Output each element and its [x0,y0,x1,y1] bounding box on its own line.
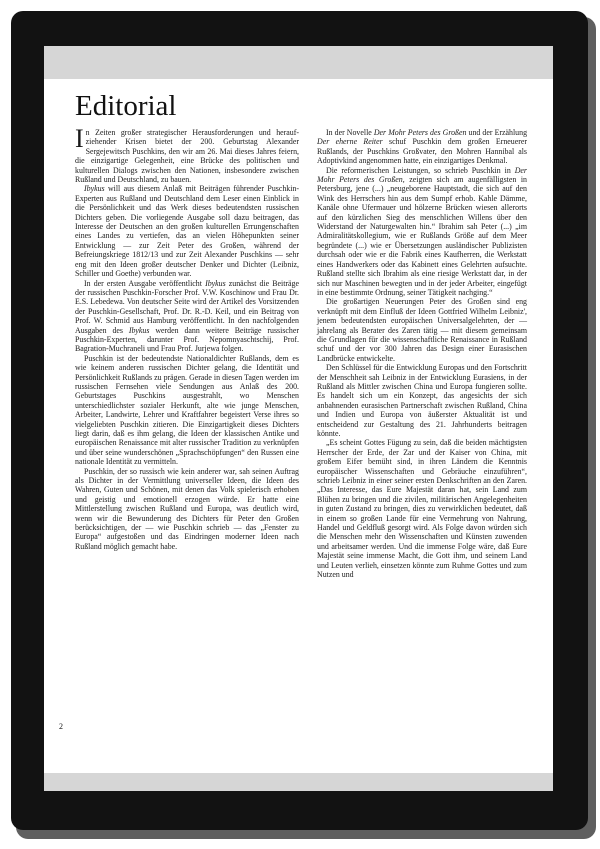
page-number: 2 [59,722,63,731]
drop-cap: I [75,124,84,153]
page-bottom-band [44,773,553,791]
text-column-left [75,124,299,551]
text-column-right [317,128,527,580]
paragraph: Die großartigen Neuerungen Peter des Großen sind eng verknüpft mit dem Einfluß der Ideen Gottfried Wilhelm Leibniz', jenem bedeutendsten europäischen Universalgelehrten, der — jahrelang als Berater des Zaren tätig — mit diesem gemeinsam die Grundlagen für die wissenschaftliche Renaissance in Rußland schuf und der vor 300 Jahren das Design einer Eurasischen Landbrücke entwickelte. [317,297,527,363]
paragraph: Puschkin, der so russisch wie kein anderer war, sah seinen Auftrag als Dichter in der Vermittlung universeller Ideen, die Ideen des Wahren, Guten und Schönen, mit denen das Volk spielerisch erhoben und geistig und emotionell erzogen würde. Er hatte eine Mittlerstellung zwischen Rußland und Europa, was deutlich wird, wenn wir die Bewunderung des Dichters für Peter den Großen berücksichtigen, der — wie Puschkin schrieb — das „Fenster zu Europa“ aufgestoßen und das Eindringen moderner Ideen nach Rußland möglich gemacht habe. [75,466,299,551]
page-top-band [44,46,553,79]
page-title: Editorial [75,90,177,122]
paragraph: In Zeiten großer strategischer Herausforderungen und heraufziehender Krisen bietet der 200. Geburtstag Alexander Sergejewitsch Puschkins, den wir am 26. Mai dieses Jahres feiern, die einzigartige Gelegenheit, eine Brücke des politischen und kulturellen Dialogs zwischen den Nationen, insbesondere zwischen Rußland und Deutschland, zu bauen. [75,124,299,185]
paragraph: In der Novelle Der Mohr Peters des Großen und der Erzählung Der eherne Reiter schuf Puschkin dem großen Erneuerer Rußlands, der Puschkins Großvater, den Mohren Hannibal als Adoptivkind angenommen hatte, ein einzigartiges Denkmal. [317,128,528,166]
paragraph: Den Schlüssel für die Entwicklung Europas und den Fortschritt der Menschheit sah Leibniz in der Entwicklung Eurasiens, in der Rußland als Mittler zwischen China und Europa fungieren sollte. Es handelt sich um ein Konzept, das angesichts der sich anbahnenden eurasischen Partnerschaft zwischen Rußland, China und Indien und Europa von äußerster Aktualität ist und entscheidend zur Gestaltung des 21. Jahrhunderts beitragen könnte. [317,363,527,438]
paragraph: Puschkin ist der bedeutendste Nationaldichter Rußlands, dem es wie keinem anderen russischen Dichter gelang, die Identität und Persönlichkeit Rußlands zu prägen. Gerade in diesen Tagen werden im russischen Fernsehen viele Sendungen aus Anlaß des 200. Geburtstages Puschkins ausgestrahlt, wo Menschen unterschiedlichster sozialer Herkunft, alte wie junge Menschen, Arbeiter, Landwirte, Lehrer und Kraftfahrer begeistert Verse ihres so vielgeliebten Puschkin zitieren. Die Einzigartigkeit dieses Dichters liegt darin, daß es ihm gelang, die Ideen der klassischen Antike und europäischen Renaissance mit alter russischer Tradition zu verknüpfen und über seine wunderschönen „Sprachschöpfungen“ den Russen eine nationale Identität zu vermitteln. [75,353,299,467]
paragraph: „Es scheint Gottes Fügung zu sein, daß die beiden mächtigsten Herrscher der Erde, der Zar und der Kaiser von China, mit großem Eifer bemüht sind, in ihren Ländern die Kenntnis europäischer Wissenschaften und Gebräuche einzuführen“, schrieb Leibniz in einer seiner ersten Denkschriften an den Zaren. „Das Interesse, das Eure Majestät daran hat, sein Land zum Blühen zu bringen und die zivilen, militärischen Angelegenheiten in guten Zustand zu bringen, dies zu verwirklichen bedeutet, daß in einem so großen Lande für eine Vermehrung von Nahrung, Handel und Geldfluß gesorgt wird. Als Folge davon würden sich die Menschen mehr den Wissenschaften und Künsten zuwenden und arbeitsamer werden. Und die immense Folge wäre, daß Eure Majestät seine immense Macht, die Gott ihm, und seinem Land und Leuten verlieh, einsetzen könnte zum Ruhme Gottes und zum Nutzen und [317,438,527,580]
paragraph: In der ersten Ausgabe veröffentlicht Ibykus zunächst die Beiträge der russischen Puschkin-Forscher Prof. V.W. Koschinow und Frau Dr. E.S. Lebedewa. Von deutscher Seite wird der Artikel des Vorsitzenden der Puschkin-Gesellschaft, Prof. Dr. R.-D. Keil, und ein Beitrag von Prof. W. Schmid aus Hamburg veröffentlicht. In den nachfolgenden Ausgaben des Ibykus werden dann weitere Beiträge russischer Puschkin-Experten, darunter Prof. Nepomnyaschtschij, Prof. Bagration-Muchraneli und Frau Prof. Jurjewa folgen. [75,278,299,354]
paragraph: Die reformerischen Leistungen, so schrieb Puschkin in Der Mohr Peters des Großen, zeigten sich am augenfälligsten in Petersburg, jene (...) „neugeborene Hauptstadt, die sich auf den Wink des Herrschers hin aus dem Sumpf erhob. Kahle Dämme, Kanäle ohne Ufermauer und hölzerne Brücken wiesen allerorts auf den kürzlichen Sieg des menschlichen Willens über den Widerstand der Naturgewalten hin.“ Ibrahim sah Peter (...) „im Admiralitätskollegium, wie er Rußlands Größe auf dem Meer begründete (...) wie er Übersetzungen ausländischer Publizisten durchsah oder wie er die Fabrik eines Kaufherren, die Werkstatt eines Handwerkers oder das Kabinett eines Gelehrten aufsuchte. Rußland stellte sich Ibrahim als eine riesige Werkstatt dar, in der sich nur Maschinen bewegten und in der jeder Arbeiter, eingefügt in eine bestimmte Ordnung, seiner Tätigkeit nachging.“ [317,165,527,297]
document-page [44,46,553,791]
paragraph: Ibykus will aus diesem Anlaß mit Beiträgen führender Puschkin-Experten aus Rußland und Deutschland dem Leser einen Einblick in die Persönlichkeit und das Werk dieses bedeutendsten russischen Dichters geben. Die vorliegende Ausgabe soll dazu beitragen, das Interesse der Deutschen an den großen kulturellen Errungenschaften eines Landes zu vertiefen, das an vielen Höhepunkten seiner Entwicklung — zur Zeit Peter des Großen, während der Befreiungskriege 1812/13 und zur Zeit Alexander Puschkins — sehr eng mit den Ideen großer deutscher Denker und Dichter (Leibniz, Schiller und Goethe) verbunden war. [75,184,299,279]
